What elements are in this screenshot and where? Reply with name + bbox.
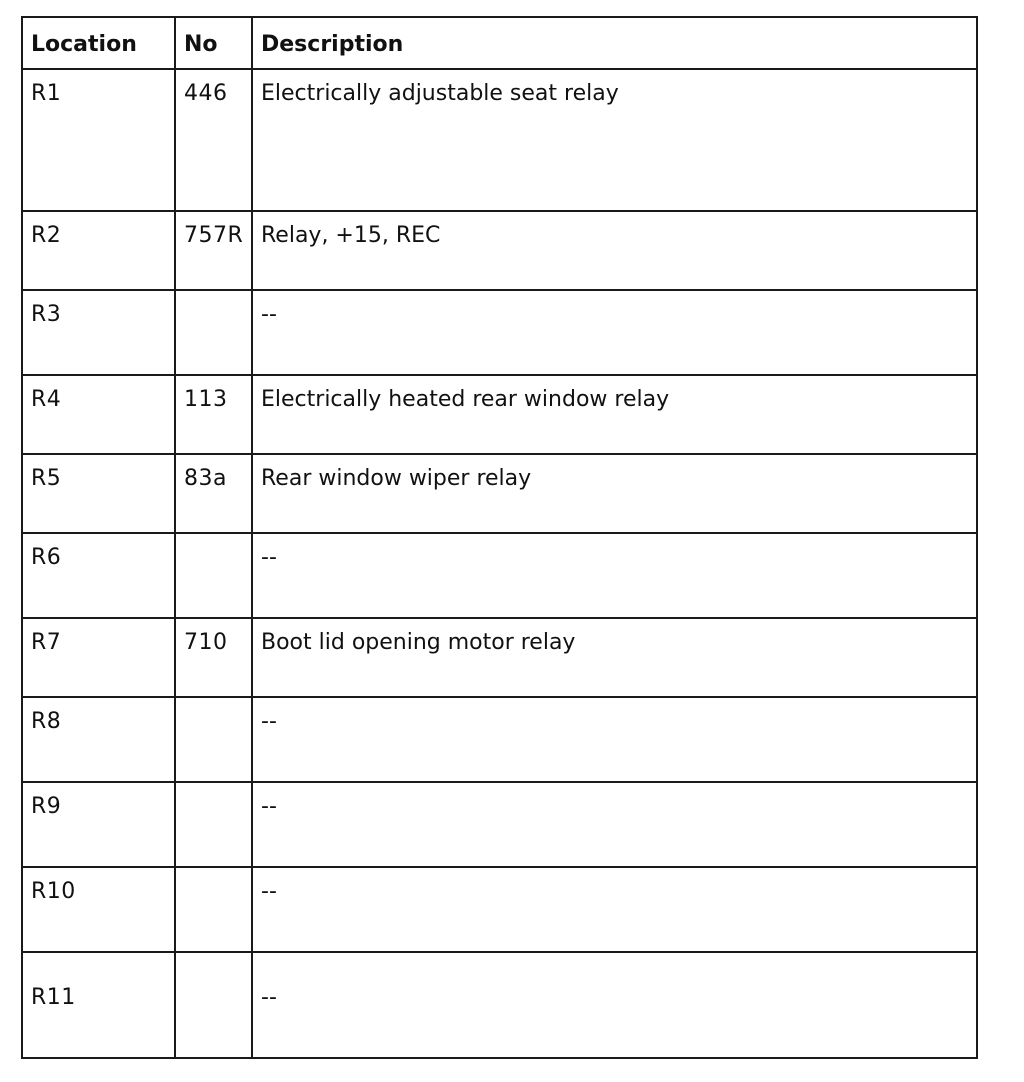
header-description: Description: [252, 17, 977, 69]
cell-location: R5: [22, 454, 175, 533]
table-row: [22, 375, 977, 454]
cell-location: R6: [22, 533, 175, 618]
cell-no: [175, 290, 252, 375]
table-row: [22, 533, 977, 618]
cell-location: R2: [22, 211, 175, 290]
cell-no: [175, 867, 252, 952]
cell-location: R1: [22, 69, 175, 211]
cell-no: 757R: [175, 211, 252, 290]
table-row: [22, 454, 977, 533]
cell-description: --: [252, 867, 977, 952]
cell-no: 83a: [175, 454, 252, 533]
table-header: [22, 17, 977, 69]
table-row: [22, 867, 977, 952]
cell-no: [175, 697, 252, 782]
cell-description: Rear window wiper relay: [252, 454, 977, 533]
cell-description: Electrically heated rear window relay: [252, 375, 977, 454]
cell-no: [175, 782, 252, 867]
table-row: [22, 211, 977, 290]
cell-description: Relay, +15, REC: [252, 211, 977, 290]
cell-no: [175, 952, 252, 1058]
cell-description: --: [252, 782, 977, 867]
header-location: Location: [22, 17, 175, 69]
cell-location: R8: [22, 697, 175, 782]
cell-description: --: [252, 697, 977, 782]
cell-location: R11: [22, 952, 175, 1058]
cell-location: R9: [22, 782, 175, 867]
cell-description: Boot lid opening motor relay: [252, 618, 977, 697]
cell-no: [175, 533, 252, 618]
cell-no: 710: [175, 618, 252, 697]
cell-location: R4: [22, 375, 175, 454]
table-row: [22, 69, 977, 211]
table-row: [22, 782, 977, 867]
table-row: [22, 618, 977, 697]
cell-description: --: [252, 290, 977, 375]
cell-no: 113: [175, 375, 252, 454]
cell-location: R10: [22, 867, 175, 952]
header-no: No: [175, 17, 252, 69]
cell-description: --: [252, 952, 977, 1058]
table-row: [22, 952, 977, 1058]
table-body: [22, 69, 977, 1058]
cell-description: --: [252, 533, 977, 618]
cell-location: R3: [22, 290, 175, 375]
cell-description: Electrically adjustable seat relay: [252, 69, 977, 211]
cell-location: R7: [22, 618, 175, 697]
cell-no: 446: [175, 69, 252, 211]
table-row: [22, 697, 977, 782]
header-row: [22, 17, 977, 69]
table-row: [22, 290, 977, 375]
relay-table: [21, 16, 978, 1059]
